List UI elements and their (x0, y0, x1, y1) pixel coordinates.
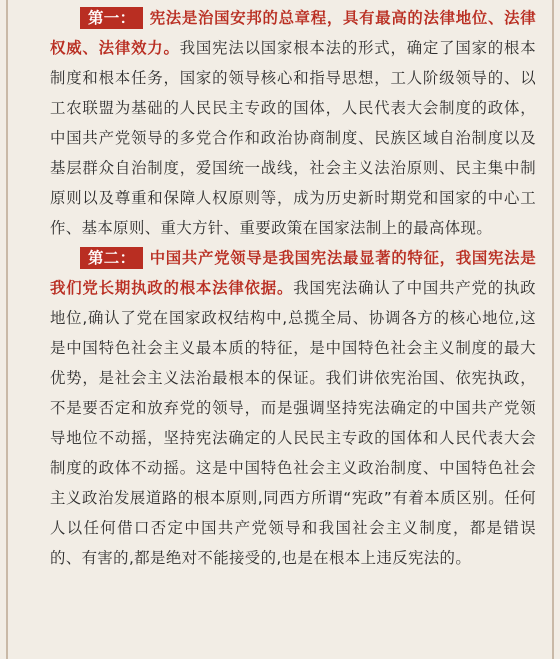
section-lead-2: 中国共产党领导是我国宪法最显著的特征，我国宪法是我们党长期执政的根本法律依据。 (50, 249, 536, 297)
right-border-line (552, 0, 554, 659)
section-paragraph-1 (50, 0, 536, 243)
section-badge-2: 第二： (80, 247, 143, 269)
section-badge-1: 第一： (80, 7, 143, 29)
section-body-2: 我国宪法确认了中国共产党的执政地位,确认了党在国家政权结构中,总揽全局、协调各方的核心地位,这是中国特色社会主义最本质的特征，是中国特色社会主义制度的最大优势，是社会主义法治最根本的保证。我们讲依宪治国、依宪执政，不是要否定和放弃党的领导，而是强调坚持宪法确定的中国共产党领导地位不动摇，坚持宪法确定的人民民主专政的国体和人民代表大会制度的政体不动摇。这是中国特色社会主义政治制度、中国特色社会主义政治发展道路的根本原则,同西方所谓“宪政”有着本质区别。任何人以任何借口否定中国共产党领导和我国社会主义制度，都是错误的、有害的,都是绝对不能接受的,也是在根本上违反宪法的。 (50, 279, 536, 567)
section-paragraph-2 (50, 243, 536, 573)
left-border-line (6, 0, 8, 659)
section-lead-1: 宪法是治国安邦的总章程，具有最高的法律地位、法律权威、法律效力。 (50, 9, 536, 57)
section-body-1: 我国宪法以国家根本法的形式，确定了国家的根本制度和根本任务，国家的领导核心和指导思想，工人阶级领导的、以工农联盟为基础的人民民主专政的国体，人民代表大会制度的政体，中国共产党领导的多党合作和政治协商制度、民族区域自治制度以及基层群众自治制度，爱国统一战线，社会主义法治原则、民主集中制原则以及尊重和保障人权原则等，成为历史新时期党和国家的中心工作、基本原则、重大方针、重要政策在国家法制上的最高体现。 (50, 39, 536, 237)
